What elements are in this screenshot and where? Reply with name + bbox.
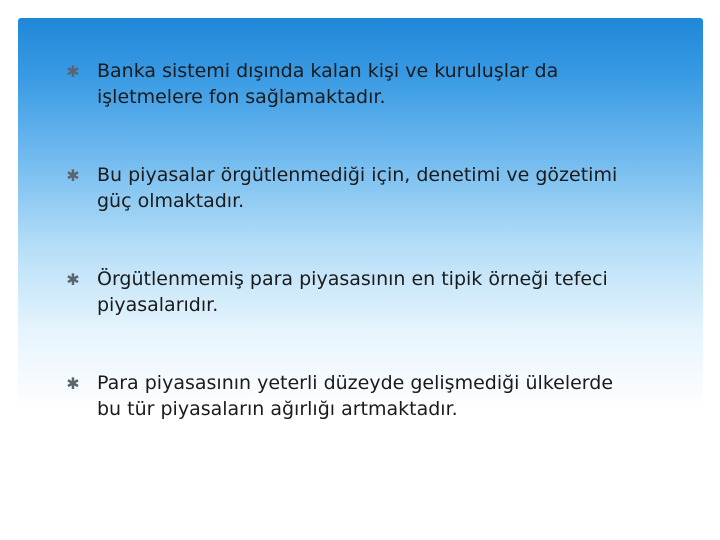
bullet-item: [60, 58, 660, 162]
asterisk-icon: ✱: [66, 374, 80, 393]
asterisk-icon: ✱: [66, 270, 80, 289]
bullet-text: Örgütlenmemiş para piyasasının en tipik örneği tefeci piyasalarıdır.: [97, 268, 608, 316]
bullet-item: [60, 370, 660, 474]
bullet-item: [60, 266, 660, 370]
bullet-list: [60, 58, 660, 474]
bullet-item: [60, 162, 660, 266]
bullet-text: Bu piyasalar örgütlenmediği için, denetimi ve gözetimi güç olmaktadır.: [97, 164, 618, 212]
bullet-text: Para piyasasının yeterli düzeyde gelişmediği ülkelerde bu tür piyasaların ağırlığı artmaktadır.: [97, 372, 614, 420]
asterisk-icon: ✱: [66, 166, 80, 185]
bullet-text: Banka sistemi dışında kalan kişi ve kuruluşlar da işletmelere fon sağlamaktadır.: [97, 60, 559, 108]
asterisk-icon: ✱: [66, 62, 80, 81]
